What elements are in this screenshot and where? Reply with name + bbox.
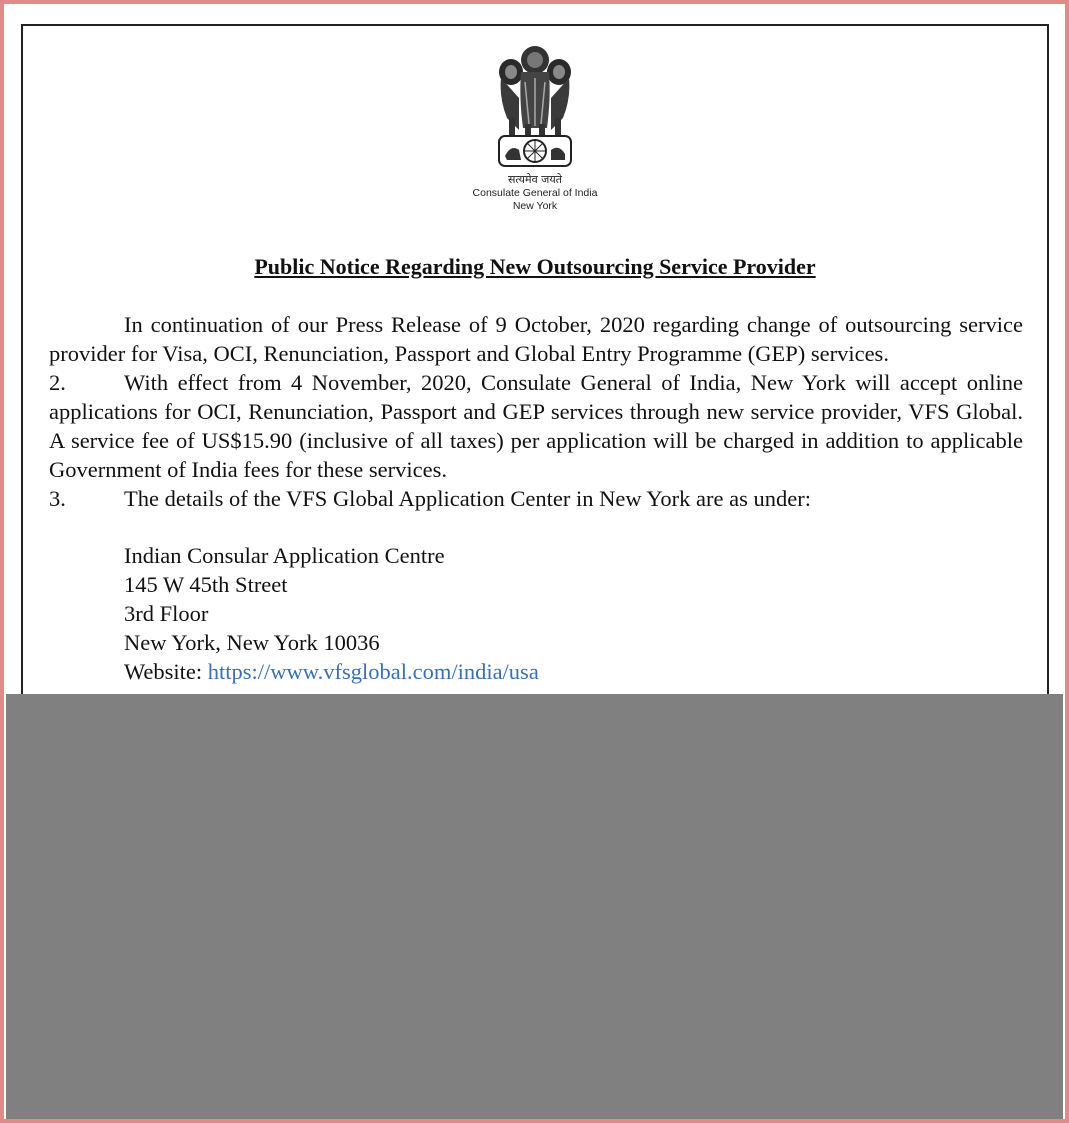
paragraph-3-text: The details of the VFS Global Application Center in New York are as under: bbox=[124, 486, 811, 511]
motto-text: सत्यमेव जयते bbox=[507, 173, 562, 186]
paragraph-1 bbox=[49, 310, 1023, 368]
gray-overlay bbox=[6, 694, 1063, 1119]
address-name: Indian Consular Application Centre bbox=[124, 543, 445, 568]
address-block bbox=[124, 541, 1023, 686]
address-website bbox=[124, 657, 1023, 686]
paragraph-1-text: In continuation of our Press Release of 9 October, 2020 regarding change of outsourcing service provider for Visa, OCI, Renunciation, Passport and Global Entry Programme (GEP) services. bbox=[49, 312, 1023, 366]
document-page bbox=[21, 24, 1049, 714]
paragraph-2-number: 2. bbox=[49, 370, 66, 395]
paragraph-2-text: With effect from 4 November, 2020, Consulate General of India, New York will accept online applications for OCI, Renunciation, Passport and GEP services through new service provider, VFS Global. A service fee of US$15.90 (inclusive of all taxes) per application will be charged in addition to applicable Government of India fees for these services. bbox=[49, 370, 1023, 482]
letterhead bbox=[23, 38, 1047, 213]
paragraph-3-number: 3. bbox=[49, 486, 66, 511]
notice-body bbox=[49, 310, 1023, 686]
notice-title: Public Notice Regarding New Outsourcing Service Provider bbox=[254, 254, 816, 279]
office-name: Consulate General of India bbox=[472, 187, 598, 199]
website-label: Website: bbox=[124, 659, 203, 684]
national-emblem-icon bbox=[489, 38, 581, 170]
paragraph-2 bbox=[49, 368, 1023, 484]
website-link[interactable]: https://www.vfsglobal.com/india/usa bbox=[207, 659, 539, 684]
paragraph-3 bbox=[49, 484, 1023, 513]
office-city: New York bbox=[512, 200, 558, 212]
address-city: New York, New York 10036 bbox=[124, 630, 380, 655]
address-floor: 3rd Floor bbox=[124, 601, 209, 626]
address-street: 145 W 45th Street bbox=[124, 572, 288, 597]
